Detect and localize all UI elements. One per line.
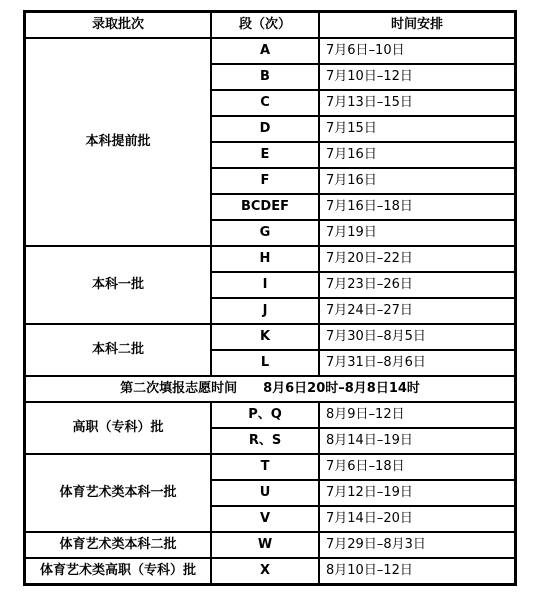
batch-cell: 本科二批 bbox=[25, 324, 211, 376]
time-cell: 7月15日 bbox=[319, 116, 515, 142]
time-cell: 7月30日–8月5日 bbox=[319, 324, 515, 350]
batch-cell: 体育艺术类本科二批 bbox=[25, 532, 211, 558]
segment-cell: F bbox=[211, 168, 319, 194]
time-cell: 8月10日–12日 bbox=[319, 558, 515, 584]
segment-cell: G bbox=[211, 220, 319, 246]
header-batch: 录取批次 bbox=[25, 12, 211, 38]
notice-row bbox=[25, 376, 515, 402]
table-row bbox=[25, 402, 515, 428]
header-segment: 段（次） bbox=[211, 12, 319, 38]
batch-cell: 高职（专科）批 bbox=[25, 402, 211, 454]
time-cell: 7月16日–18日 bbox=[319, 194, 515, 220]
time-cell: 8月9日–12日 bbox=[319, 402, 515, 428]
segment-cell: V bbox=[211, 506, 319, 532]
segment-cell: U bbox=[211, 480, 319, 506]
table-row bbox=[25, 38, 515, 64]
time-cell: 7月6日–10日 bbox=[319, 38, 515, 64]
time-cell: 7月14日–20日 bbox=[319, 506, 515, 532]
time-cell: 7月16日 bbox=[319, 142, 515, 168]
segment-cell: B bbox=[211, 64, 319, 90]
batch-cell: 本科提前批 bbox=[25, 38, 211, 246]
segment-cell: C bbox=[211, 90, 319, 116]
segment-cell: A bbox=[211, 38, 319, 64]
segment-cell: H bbox=[211, 246, 319, 272]
segment-cell: P、Q bbox=[211, 402, 319, 428]
time-cell: 7月29日–8月3日 bbox=[319, 532, 515, 558]
admission-schedule-table bbox=[23, 10, 517, 586]
time-cell: 7月16日 bbox=[319, 168, 515, 194]
table-body bbox=[25, 38, 515, 584]
time-cell: 7月20日–22日 bbox=[319, 246, 515, 272]
time-cell: 7月23日–26日 bbox=[319, 272, 515, 298]
table-row bbox=[25, 532, 515, 558]
time-cell: 7月12日–19日 bbox=[319, 480, 515, 506]
segment-cell: E bbox=[211, 142, 319, 168]
segment-cell: X bbox=[211, 558, 319, 584]
segment-cell: BCDEF bbox=[211, 194, 319, 220]
header-row bbox=[25, 12, 515, 38]
table-row bbox=[25, 324, 515, 350]
batch-cell: 体育艺术类本科一批 bbox=[25, 454, 211, 532]
segment-cell: K bbox=[211, 324, 319, 350]
header-time: 时间安排 bbox=[319, 12, 515, 38]
batch-cell: 体育艺术类高职（专科）批 bbox=[25, 558, 211, 584]
time-cell: 8月14日–19日 bbox=[319, 428, 515, 454]
table-row bbox=[25, 558, 515, 584]
time-cell: 7月24日–27日 bbox=[319, 298, 515, 324]
segment-cell: I bbox=[211, 272, 319, 298]
segment-cell: T bbox=[211, 454, 319, 480]
segment-cell: W bbox=[211, 532, 319, 558]
table-row bbox=[25, 246, 515, 272]
segment-cell: R、S bbox=[211, 428, 319, 454]
time-cell: 7月6日–18日 bbox=[319, 454, 515, 480]
segment-cell: L bbox=[211, 350, 319, 376]
time-cell: 7月10日–12日 bbox=[319, 64, 515, 90]
time-cell: 7月31日–8月6日 bbox=[319, 350, 515, 376]
batch-cell: 本科一批 bbox=[25, 246, 211, 324]
segment-cell: D bbox=[211, 116, 319, 142]
second-application-notice: 第二次填报志愿时间 8月6日20时–8月8日14时 bbox=[25, 376, 515, 402]
time-cell: 7月13日–15日 bbox=[319, 90, 515, 116]
table-row bbox=[25, 454, 515, 480]
time-cell: 7月19日 bbox=[319, 220, 515, 246]
segment-cell: J bbox=[211, 298, 319, 324]
